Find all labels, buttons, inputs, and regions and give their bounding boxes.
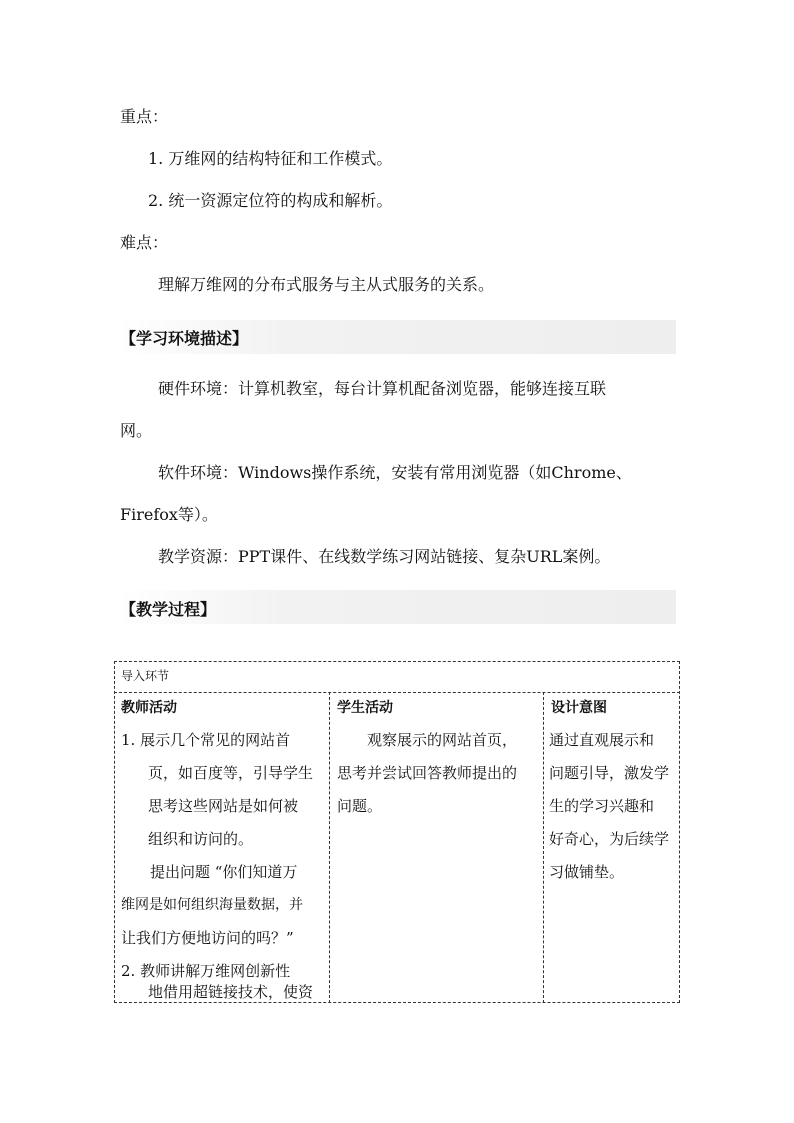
table-section-title: 导入环节 xyxy=(121,669,170,683)
col-header-design: 设计意图 xyxy=(551,700,607,716)
design-line: 好奇心，为后续学 xyxy=(549,830,670,848)
key-points-label: 重点： xyxy=(120,107,169,126)
env-heading: 【学习环境描述】 xyxy=(120,329,249,348)
table-divider-col1 xyxy=(329,692,330,1003)
design-line: 习做铺垫。 xyxy=(549,863,625,881)
key-point-item-2: 2. 统一资源定位符的构成和解析。 xyxy=(148,191,393,210)
env-hardware-line2: 网。 xyxy=(120,421,153,440)
col-header-teacher: 教师活动 xyxy=(121,700,177,716)
student-line: 思考并尝试回答教师提出的 xyxy=(337,764,518,782)
env-hardware-line1: 硬件环境：计算机教室，每台计算机配备浏览器，能够连接互联 xyxy=(158,379,607,398)
table-divider-row xyxy=(114,692,680,693)
table-divider-col2 xyxy=(543,692,544,1003)
teacher-line: 让我们方便地访问的吗？” xyxy=(121,929,294,947)
student-line: 问题。 xyxy=(337,797,383,815)
env-software-line1: 软件环境：Windows操作系统，安装有常用浏览器（如Chrome、 xyxy=(158,463,632,482)
teacher-line: 维网是如何组织海量数据，并 xyxy=(121,897,303,913)
student-line: 观察展示的网站首页， xyxy=(367,731,518,749)
difficulty-label: 难点： xyxy=(120,233,169,252)
teacher-line: 1. 展示几个常见的网站首 xyxy=(121,731,291,749)
teacher-line: 提出问题 “你们知道万 xyxy=(150,863,298,881)
col-header-student: 学生活动 xyxy=(337,700,393,716)
env-software-line2: Firefox等）。 xyxy=(120,505,218,524)
teacher-line: 页，如百度等，引导学生 xyxy=(148,764,314,782)
difficulty-text: 理解万维网的分布式服务与主从式服务的关系。 xyxy=(158,275,495,294)
teacher-line: 2. 教师讲解万维网创新性 xyxy=(121,962,291,980)
design-line: 生的学习兴趣和 xyxy=(549,797,655,815)
teacher-line: 地借用超链接技术，使资 xyxy=(148,983,314,1001)
design-line: 问题引导，激发学 xyxy=(549,764,670,782)
teacher-line: 组织和访问的。 xyxy=(148,830,254,848)
teacher-line: 思考这些网站是如何被 xyxy=(148,797,299,815)
env-resources: 教学资源：PPT课件、在线数学练习网站链接、复杂URL案例。 xyxy=(158,547,611,566)
design-line: 通过直观展示和 xyxy=(549,731,655,749)
key-point-item-1: 1. 万维网的结构特征和工作模式。 xyxy=(148,149,393,168)
process-heading: 【教学过程】 xyxy=(120,600,217,619)
